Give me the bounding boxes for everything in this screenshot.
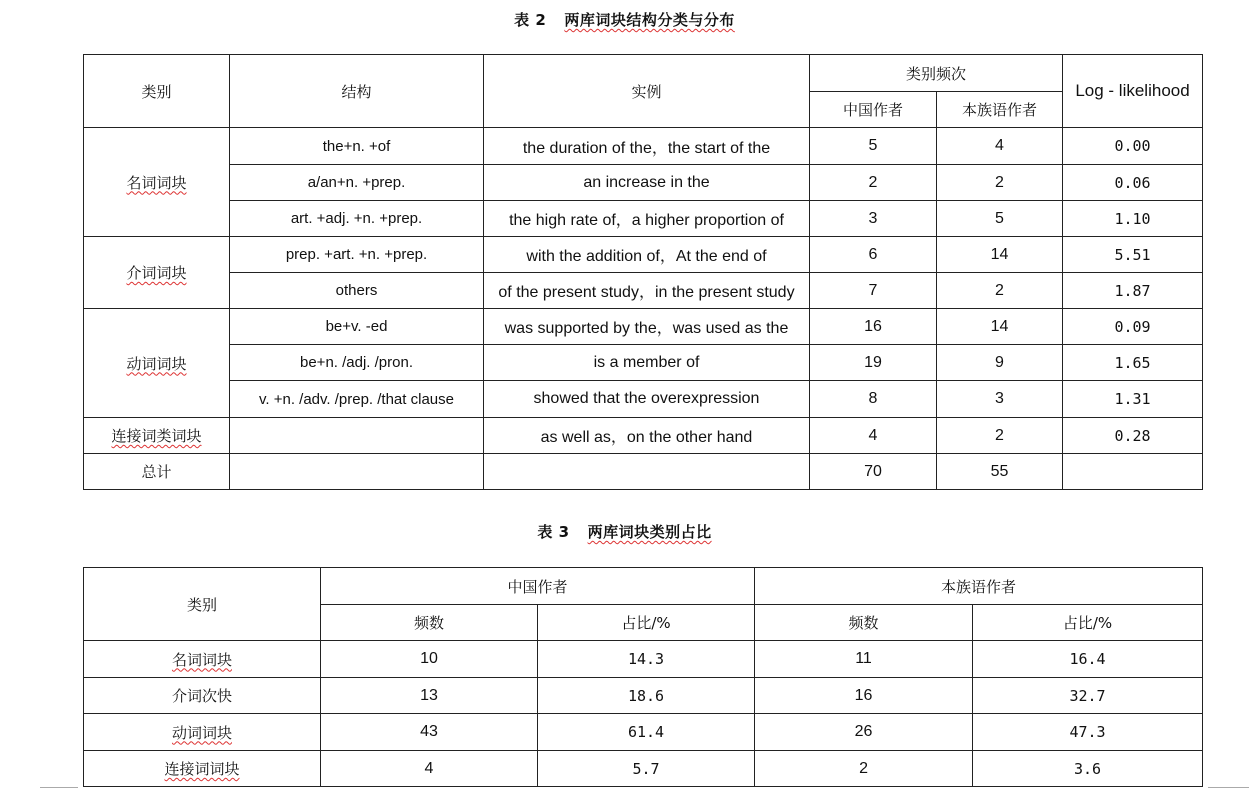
native-freq-cell: 2	[937, 273, 1063, 309]
table-row	[84, 201, 1203, 237]
header-chinese-authors: 中国作者	[810, 92, 937, 128]
ll-cell: 0.06	[1063, 165, 1203, 201]
t3-category-cell: 名词词块	[84, 641, 321, 678]
header-native-authors: 本族语作者	[937, 92, 1063, 128]
native-freq-cell: 5	[937, 201, 1063, 237]
example-cell: of the present study，in the present study	[484, 273, 810, 309]
example-cell: the duration of the，the start of the	[484, 128, 810, 165]
t3-category-cell: 介词次快	[84, 678, 321, 714]
structure-cell: art. +adj. +n. +prep.	[230, 201, 484, 237]
example-cell	[484, 454, 810, 490]
chinese-freq-cell: 8	[810, 381, 937, 418]
t3-chinese-freq-cell: 4	[321, 751, 538, 787]
t3-category-cell: 连接词词块	[84, 751, 321, 787]
example-cell: an increase in the	[484, 165, 810, 201]
table3-caption-title: 两库词块类别占比	[587, 523, 712, 541]
t3-native-freq-cell: 16	[755, 678, 973, 714]
table2	[83, 54, 1203, 490]
example-cell: with the addition of，At the end of	[484, 237, 810, 273]
t3-native-pct-cell: 3.6	[973, 751, 1203, 787]
table2-caption	[0, 9, 1249, 30]
ll-cell: 5.51	[1063, 237, 1203, 273]
chinese-freq-cell: 6	[810, 237, 937, 273]
table-row	[84, 345, 1203, 381]
ll-cell: 1.87	[1063, 273, 1203, 309]
t3-header-chinese-freq: 频数	[321, 605, 538, 641]
ll-cell: 0.00	[1063, 128, 1203, 165]
native-freq-cell: 9	[937, 345, 1063, 381]
t3-chinese-freq-cell: 43	[321, 714, 538, 751]
group-prep: 介词词块	[84, 237, 230, 309]
group-verb: 动词词块	[84, 309, 230, 418]
t3-chinese-freq-cell: 10	[321, 641, 538, 678]
native-freq-cell: 3	[937, 381, 1063, 418]
t3-header-chinese: 中国作者	[321, 568, 755, 605]
t3-header-native-pct: 占比/%	[973, 605, 1203, 641]
t3-native-freq-cell: 26	[755, 714, 973, 751]
ll-cell: 1.65	[1063, 345, 1203, 381]
group-noun: 名词词块	[84, 128, 230, 237]
chinese-total-cell: 70	[810, 454, 937, 490]
t3-category-cell: 动词词块	[84, 714, 321, 751]
example-cell: as well as，on the other hand	[484, 418, 810, 454]
table3	[83, 567, 1203, 787]
table2-caption-title: 两库词块结构分类与分布	[564, 11, 735, 29]
header-category-freq: 类别频次	[810, 55, 1063, 92]
table-row	[84, 237, 1203, 273]
chinese-freq-cell: 2	[810, 165, 937, 201]
chinese-freq-cell: 5	[810, 128, 937, 165]
table-row	[84, 273, 1203, 309]
example-cell: the high rate of，a higher proportion of	[484, 201, 810, 237]
table-row-total	[84, 454, 1203, 490]
chinese-freq-cell: 3	[810, 201, 937, 237]
structure-cell: a/an+n. +prep.	[230, 165, 484, 201]
t3-header-native: 本族语作者	[755, 568, 1203, 605]
t3-native-freq-cell: 11	[755, 641, 973, 678]
structure-cell: be+v. -ed	[230, 309, 484, 345]
table-row	[84, 128, 1203, 165]
structure-cell: prep. +art. +n. +prep.	[230, 237, 484, 273]
table-row	[84, 165, 1203, 201]
native-total-cell: 55	[937, 454, 1063, 490]
structure-cell	[230, 418, 484, 454]
structure-cell: be+n. /adj. /pron.	[230, 345, 484, 381]
ll-cell: 1.31	[1063, 381, 1203, 418]
t3-chinese-pct-cell: 14.3	[538, 641, 755, 678]
table-row	[84, 641, 1203, 678]
native-freq-cell: 4	[937, 128, 1063, 165]
table-row	[84, 714, 1203, 751]
ll-cell	[1063, 454, 1203, 490]
table3-caption	[0, 521, 1249, 542]
header-log-likelihood: Log - likelihood	[1063, 55, 1203, 128]
t3-header-chinese-pct: 占比/%	[538, 605, 755, 641]
example-cell: was supported by the，was used as the	[484, 309, 810, 345]
t3-chinese-freq-cell: 13	[321, 678, 538, 714]
chinese-freq-cell: 19	[810, 345, 937, 381]
table-row	[84, 678, 1203, 714]
structure-cell: the+n. +of	[230, 128, 484, 165]
table-row	[84, 418, 1203, 454]
chinese-freq-cell: 7	[810, 273, 937, 309]
example-cell: is a member of	[484, 345, 810, 381]
t3-header-native-freq: 频数	[755, 605, 973, 641]
ll-cell: 0.09	[1063, 309, 1203, 345]
t3-chinese-pct-cell: 5.7	[538, 751, 755, 787]
table-row	[84, 381, 1203, 418]
example-cell: showed that the overexpression	[484, 381, 810, 418]
ll-cell: 1.10	[1063, 201, 1203, 237]
structure-cell	[230, 454, 484, 490]
t3-native-pct-cell: 16.4	[973, 641, 1203, 678]
group-connective: 连接词类词块	[84, 418, 230, 454]
native-freq-cell: 2	[937, 418, 1063, 454]
structure-cell: others	[230, 273, 484, 309]
native-freq-cell: 14	[937, 309, 1063, 345]
chinese-freq-cell: 4	[810, 418, 937, 454]
native-freq-cell: 14	[937, 237, 1063, 273]
total-label: 总计	[84, 454, 230, 490]
header-structure: 结构	[230, 55, 484, 128]
table-row	[84, 751, 1203, 787]
table3-caption-label: 表 3	[537, 523, 570, 541]
page-edge-marker	[40, 787, 78, 788]
header-category: 类别	[84, 55, 230, 128]
header-example: 实例	[484, 55, 810, 128]
table2-caption-label: 表 2	[514, 11, 547, 29]
t3-chinese-pct-cell: 18.6	[538, 678, 755, 714]
page-edge-marker	[1208, 787, 1249, 788]
t3-chinese-pct-cell: 61.4	[538, 714, 755, 751]
structure-cell: v. +n. /adv. /prep. /that clause	[230, 381, 484, 418]
t3-native-pct-cell: 32.7	[973, 678, 1203, 714]
chinese-freq-cell: 16	[810, 309, 937, 345]
ll-cell: 0.28	[1063, 418, 1203, 454]
t3-header-category: 类别	[84, 568, 321, 641]
t3-native-pct-cell: 47.3	[973, 714, 1203, 751]
native-freq-cell: 2	[937, 165, 1063, 201]
table-row	[84, 309, 1203, 345]
t3-native-freq-cell: 2	[755, 751, 973, 787]
